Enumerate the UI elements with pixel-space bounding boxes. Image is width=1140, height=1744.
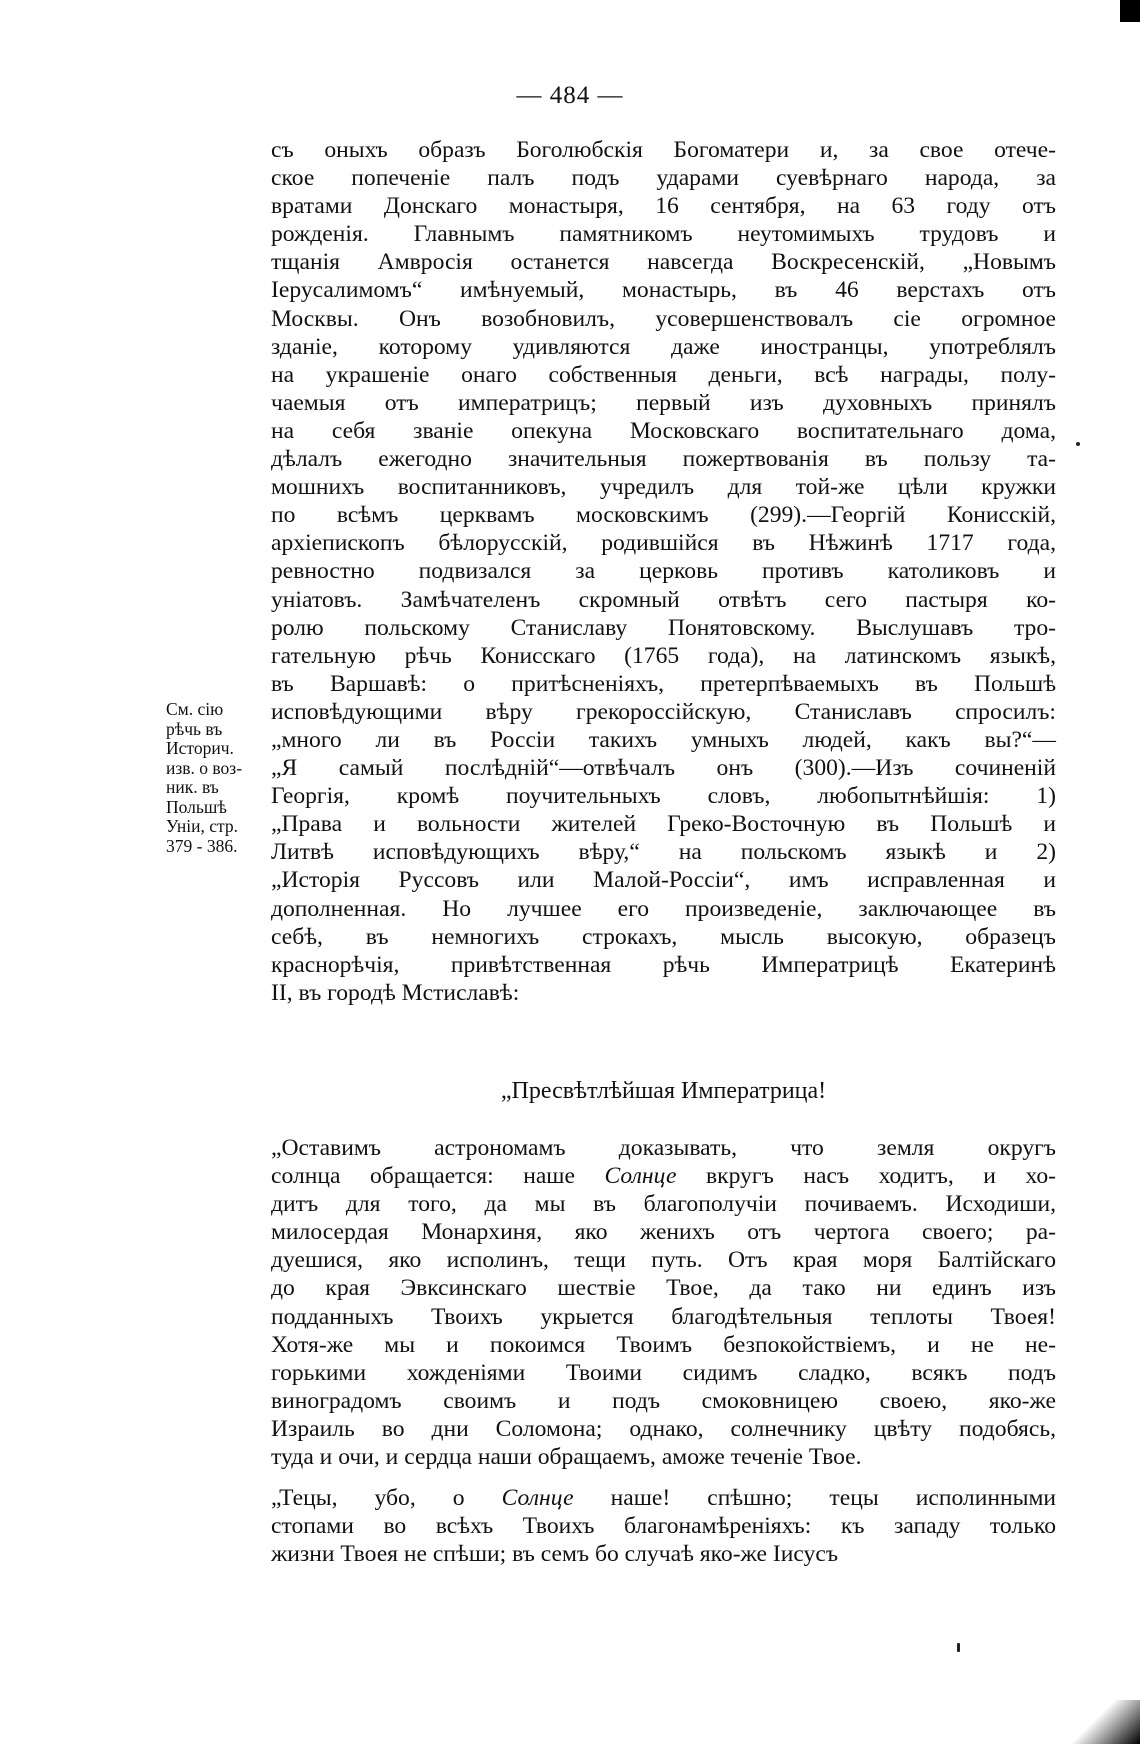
margin-note-line: Историч.: [166, 738, 234, 758]
text-line: Іерусалимомъ“ имѣнуемый, монастырь, въ 46 верстахъ отъ: [271, 277, 1056, 304]
margin-note: [166, 700, 276, 856]
speech-heading: „Пресвѣтлѣйшая Императрица!: [500, 1078, 827, 1104]
margin-note-line: рѣчь въ: [166, 718, 223, 739]
margin-note-line: Унiи, стр.: [166, 816, 238, 836]
text-line: дѣлалъ ежегодно значительныя пожертвованія въ пользу та-: [271, 446, 1056, 473]
text-line: Литвѣ исповѣдующихъ вѣру,“ на польскомъ языкѣ и 2): [271, 839, 1056, 866]
text-line: гательную рѣчь Конисскаго (1765 года), на латинскомъ языкѣ,: [271, 642, 1056, 669]
speech-paragraph-2: [271, 1484, 1056, 1568]
text-line: дитъ для того, да мы въ благополучіи почиваемъ. Исходиши,: [271, 1191, 1056, 1218]
text-line: исповѣдующими вѣру грекороссійскую, Станиславъ спросилъ:: [271, 698, 1056, 725]
text-line: на себя званіе опекуна Московскаго воспитательнаго дома,: [271, 417, 1056, 444]
text-line: Хотя-же мы и покоимся Твоимъ безпокойствіемъ, и не не-: [271, 1331, 1056, 1358]
margin-note-line: См. сію: [166, 699, 224, 719]
text-line: горькими хожденіями Твоими сидимъ сладко, всякъ подъ: [271, 1359, 1056, 1386]
text-line: вратами Донскаго монастыря, 16 сентября, на 63 году отъ: [271, 193, 1056, 220]
text-line: рожденія. Главнымъ памятникомъ неутомимыхъ трудовъ и: [271, 221, 1056, 248]
text-line: Израиль во дни Соломона; однако, солнечнику цвѣту подобясь,: [271, 1415, 1056, 1442]
text-line: „Исторія Руссовъ или Малой-Россіи“, имъ исправленная и: [271, 867, 1056, 894]
text-line: уніатовъ. Замѣчателенъ скромный отвѣтъ сего пастыря ко-: [271, 586, 1056, 613]
scan-edge-mark: [1120, 0, 1140, 22]
text-line: ское попеченіе палъ подъ ударами суевѣрнаго народа, за: [271, 165, 1056, 192]
text-line: туда и очи, и сердца наши обращаемъ, аможе теченіе Твое.: [271, 1444, 862, 1471]
text-line: виноградомъ своимъ и подъ смоковницею своею, яко-же: [271, 1387, 1056, 1414]
text-line: на украшеніе онаго собственныя деньги, всѣ награды, полу-: [271, 361, 1056, 388]
margin-note-line: 379 - 386.: [166, 835, 238, 856]
text-line: дополненная. Но лучшее его произведеніе, заключающее въ: [271, 895, 1056, 922]
scan-edge-mark: [1068, 1700, 1140, 1744]
text-line: архіепископъ бѣлорусскій, родившійся въ Нѣжинѣ 1717 года,: [271, 530, 1056, 557]
text-line: Москвы. Онъ возобновилъ, усовершенствовалъ сіе огромное: [271, 305, 1056, 332]
text-line: съ оныхъ образъ Боголюбскія Богоматери и, за свое отече-: [271, 137, 1056, 163]
text-line: себѣ, въ немногихъ строкахъ, мысль высокую, образецъ: [271, 923, 1056, 950]
text-line: чаемыя отъ императрицъ; первый изъ духовныхъ принялъ: [271, 389, 1056, 416]
text-line: по всѣмъ церквамъ московскимъ (299).—Георгій Конисскій,: [271, 502, 1056, 529]
text-line: въ Варшавѣ: о притѣсненіяхъ, претерпѣваемыхъ въ Польшѣ: [271, 670, 1056, 697]
text-line: ревностно подвизался за церковь противъ католиковъ и: [271, 558, 1056, 585]
margin-note-line: изв. о воз-: [166, 757, 243, 778]
text-line: Георгія, кромѣ поучительныхъ словъ, любопытнѣйшія: 1): [271, 783, 1056, 810]
scan-speck: [1076, 442, 1080, 446]
text-line: до края Эвксинскаго шествіе Твое, да тако ни единъ изъ: [271, 1275, 1056, 1302]
text-line: „много ли въ Россіи такихъ умныхъ людей, какъ вы?“—: [271, 726, 1056, 753]
main-paragraph: [271, 136, 1056, 1007]
text-line: стопами во всѣхъ Твоихъ благонамѣреніяхъ: къ западу только: [271, 1513, 1056, 1540]
text-line: „Права и вольности жителей Греко-Восточную въ Польшѣ и: [271, 811, 1056, 838]
text-line: „Оставимъ астрономамъ доказывать, что земля округъ: [271, 1135, 1056, 1161]
text-line: ролю польскому Станиславу Понятовскому. Выслушавъ тро-: [271, 614, 1056, 641]
scan-speck: [957, 1643, 960, 1652]
text-line: зданіе, которому удивляются даже иностранцы, употреблялъ: [271, 333, 1056, 360]
page-number: — 484 —: [516, 82, 624, 109]
text-line: подданныхъ Твоихъ укрыется благодѣтельныя теплоты Твоея!: [271, 1303, 1056, 1330]
text-line: „Тецы, убо, о Солнце наше! спѣшно; тецы исполинными: [271, 1485, 1056, 1511]
speech-paragraph-1: [271, 1134, 1056, 1471]
text-line: дуешися, яко исполинъ, тещи путь. Отъ края моря Балтійскаго: [271, 1247, 1056, 1274]
text-line: солнца обращается: наше Солнце вкругъ насъ ходитъ, и хо-: [271, 1163, 1056, 1190]
margin-note-line: ник. въ: [166, 777, 219, 797]
text-line: „Я самый послѣдній“—отвѣчалъ онъ (300).—Изъ сочиненій: [271, 755, 1056, 782]
text-line: краснорѣчія, привѣтственная рѣчь Императрицѣ Екатеринѣ: [271, 951, 1056, 978]
text-line: II, въ городѣ Мстиславѣ:: [271, 979, 520, 1006]
text-line: жизни Твоея не спѣши; въ семъ бо случаѣ яко-же Іисусъ: [271, 1541, 839, 1568]
text-line: милосердая Монархиня, яко женихъ отъ чертога своего; ра-: [271, 1219, 1056, 1246]
text-line: мошнихъ воспитанниковъ, учредилъ для той-же цѣли кружки: [271, 474, 1056, 501]
text-line: тщанія Амвросія останется навсегда Воскресенскій, „Новымъ: [271, 249, 1056, 276]
margin-note-line: Польшѣ: [166, 796, 227, 817]
